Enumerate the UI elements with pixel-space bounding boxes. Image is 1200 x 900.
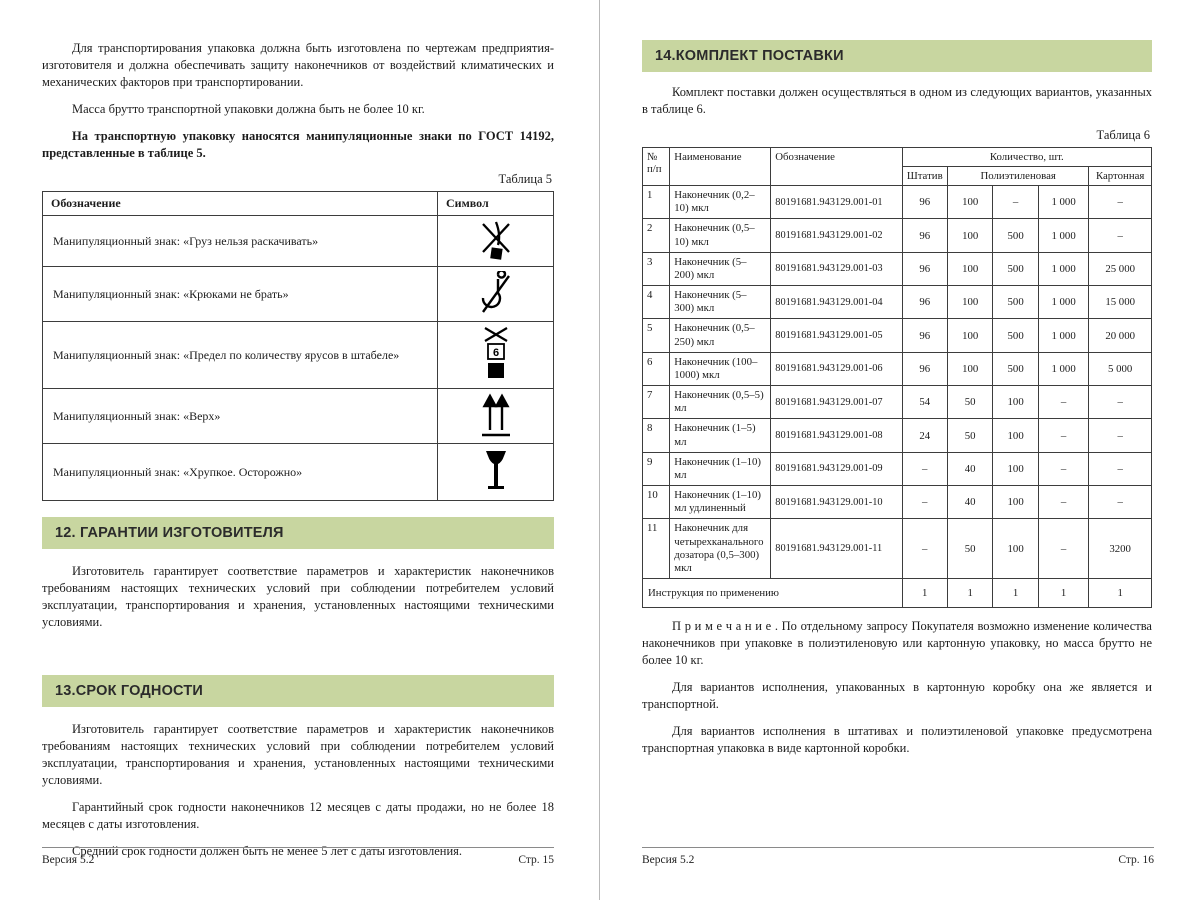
qty-value: – [902,452,947,485]
row-number: 10 [643,486,670,519]
qty-value: 100 [947,219,992,252]
item-code: 80191681.943129.001-01 [771,186,902,219]
item-code: 80191681.943129.001-10 [771,486,902,519]
item-code: 80191681.943129.001-08 [771,419,902,452]
qty-value: 96 [902,186,947,219]
paragraph-gross-mass: Масса брутто транспортной упаковки должна быть не более 10 кг. [72,102,425,116]
stacking-limit-icon [438,322,554,389]
delivery-item-row [643,419,1152,452]
delivery-item-row [643,486,1152,519]
qty-value: 1 000 [1038,186,1088,219]
qty-value: 50 [947,386,992,419]
item-code: 80191681.943129.001-04 [771,286,902,319]
item-code: 80191681.943129.001-11 [771,519,902,579]
qty-value: 1 000 [1038,219,1088,252]
delivery-item-row [643,186,1152,219]
qty-value: – [1038,519,1088,579]
delivery-item-row [643,219,1152,252]
qty-value: 96 [902,352,947,385]
column-header-carton: Картонная [1089,167,1152,186]
column-header-symbol: Символ [438,192,554,216]
item-name: Наконечник (0,5–250) мкл [670,319,771,352]
qty-value: – [1038,386,1088,419]
delivery-item-row [643,386,1152,419]
paragraph-warranty: Изготовитель гарантирует соответствие параметров и характеристик наконечников требованиям настоящих технических условий при соблюдении потребителем условий эксплуатации, транспортирования и хранения, установленных настоящими техническими условиями. [42,564,554,629]
manipulation-sign-row [43,267,554,322]
this-way-up-icon [438,389,554,444]
manipulation-signs-table [42,191,554,501]
item-name: Наконечник (1–10) мл удлиненный [670,486,771,519]
column-header-designation: Обозначение [771,148,902,186]
fragile-icon [438,444,554,501]
paragraph-shelf-life-3: Средний срок годности должен быть не менее 5 лет с даты изготовления. [72,844,463,858]
qty-value: 500 [993,219,1038,252]
delivery-set-table [642,147,1152,608]
svg-text:6: 6 [492,347,499,359]
delivery-item-row [643,252,1152,285]
item-name: Наконечник (0,2–10) мкл [670,186,771,219]
row-number: 8 [643,419,670,452]
qty-value: 1 000 [1038,319,1088,352]
qty-value: – [1089,486,1152,519]
qty-value: – [1089,219,1152,252]
qty-value: 100 [993,519,1038,579]
qty-value: 25 000 [1089,252,1152,285]
paragraph-carton-transport: Для вариантов исполнения, упакованных в картонную коробку она же является и транспортной. [642,680,1152,712]
qty-value: 100 [947,352,992,385]
qty-value: – [1038,419,1088,452]
qty-value: 100 [993,386,1038,419]
sign-label: Манипуляционный знак: «Хрупкое. Осторожно» [43,444,438,501]
manipulation-table-body [43,216,554,501]
qty-value: 100 [947,286,992,319]
qty-value: 5 000 [1089,352,1152,385]
item-name: Наконечник (5–200) мкл [670,252,771,285]
qty-value: 40 [947,452,992,485]
instruction-label: Инструкция по применению [643,579,903,608]
row-number: 11 [643,519,670,579]
table-header-row-1 [643,148,1152,167]
qty-value: 500 [993,319,1038,352]
column-header-designation: Обозначение [43,192,438,216]
column-header-name: Наименование [670,148,771,186]
qty-value: 500 [993,352,1038,385]
item-name: Наконечник (0,5–5) мл [670,386,771,419]
qty-value: – [1089,386,1152,419]
footer-page-number: Стр. 16 [1118,854,1154,866]
page-right [600,0,1200,900]
qty-value: 500 [993,252,1038,285]
qty-value: – [902,519,947,579]
manipulation-sign-row [43,322,554,389]
item-code: 80191681.943129.001-09 [771,452,902,485]
item-name: Наконечник (1–5) мл [670,419,771,452]
qty-value: 15 000 [1089,286,1152,319]
qty-value: 20 000 [1089,319,1152,352]
sign-label: Манипуляционный знак: «Предел по количеству ярусов в штабеле» [43,322,438,389]
delivery-item-row [643,452,1152,485]
qty-value: – [993,186,1038,219]
qty-value: 1 [902,579,947,608]
delivery-item-row [643,319,1152,352]
manipulation-sign-row [43,216,554,267]
item-name: Наконечник для четырехканального дозатора (0,5–300) мкл [670,519,771,579]
paragraph-manipulation-signs: На транспортную упаковку наносятся манипуляционные знаки по ГОСТ 14192, представленные в таблице 5. [42,129,554,160]
row-number: 6 [643,352,670,385]
column-header-quantity: Количество, шт. [902,148,1151,167]
note-paragraph: П р и м е ч а н и е . По отдельному запросу Покупателя возможно изменение количества наконечников при упаковке в полиэтиленовую или картонную упаковку, но масса брутто не более 10 кг. [642,619,1152,668]
paragraph-shelf-life-1: Изготовитель гарантирует соответствие параметров и характеристик наконечников требованиям настоящих технических условий при соблюдении потребителем условий эксплуатации, транспортирования и хранения, установленных настоящими техническими условиями. [42,722,554,787]
section-12-header: 12. ГАРАНТИИ ИЗГОТОВИТЕЛЯ [42,517,554,549]
item-code: 80191681.943129.001-03 [771,252,902,285]
delivery-item-row [643,352,1152,385]
footer-version: Версия 5.2 [642,854,695,866]
paragraph-stand-poly-transport: Для вариантов исполнения в штативах и полиэтиленовой упаковке предусмотрена транспортная упаковка в виде картонной коробки. [642,724,1152,756]
row-number: 7 [643,386,670,419]
row-number: 4 [643,286,670,319]
qty-value: 100 [947,252,992,285]
qty-value: 24 [902,419,947,452]
qty-value: – [1038,486,1088,519]
qty-value: 1 [947,579,992,608]
column-header-polyethylene: Полиэтиленовая [947,167,1088,186]
sign-label: Манипуляционный знак: «Груз нельзя раскачивать» [43,216,438,267]
qty-value: 50 [947,519,992,579]
page-footer-left [42,847,554,866]
qty-value: 96 [902,286,947,319]
qty-value: 1 [1089,579,1152,608]
sign-label: Манипуляционный знак: «Верх» [43,389,438,444]
item-name: Наконечник (100–1000) мкл [670,352,771,385]
no-swinging-icon [438,216,554,267]
manipulation-sign-row [43,389,554,444]
qty-value: 1 000 [1038,352,1088,385]
table-header-row [43,192,554,216]
delivery-item-row [643,286,1152,319]
footer-page-number: Стр. 15 [518,854,554,866]
qty-value: – [1089,419,1152,452]
qty-value: 3200 [1089,519,1152,579]
paragraph-delivery-set: Комплект поставки должен осуществляться в одном из следующих вариантов, указанных в таблице 6. [642,85,1152,116]
qty-value: – [1089,452,1152,485]
item-name: Наконечник (5–300) мкл [670,286,771,319]
qty-value: 1 [993,579,1038,608]
qty-value: 96 [902,319,947,352]
row-number: 3 [643,252,670,285]
paragraph-shelf-life-2: Гарантийный срок годности наконечников 12 месяцев с даты продажи, но не более 18 месяцев с даты изготовления. [42,800,554,831]
paragraph-transport-packaging: Для транспортирования упаковка должна быть изготовлена по чертежам предприятия-изготовителя и должна обеспечивать защиту наконечников от воздействий климатических и механических факторов при транспортировании. [42,41,554,89]
qty-value: 100 [993,452,1038,485]
qty-value: 40 [947,486,992,519]
qty-value: 1 000 [1038,286,1088,319]
qty-value: 96 [902,252,947,285]
column-header-number: № п/п [643,148,670,186]
row-number: 1 [643,186,670,219]
qty-value: 100 [947,186,992,219]
item-name: Наконечник (1–10) мл [670,452,771,485]
item-code: 80191681.943129.001-06 [771,352,902,385]
delivery-table-body [643,186,1152,608]
qty-value: 50 [947,419,992,452]
section-13-header: 13.СРОК ГОДНОСТИ [42,675,554,707]
row-number: 5 [643,319,670,352]
page-footer-right [642,847,1154,866]
qty-value: – [902,486,947,519]
qty-value: 96 [902,219,947,252]
item-code: 80191681.943129.001-07 [771,386,902,419]
instruction-row [643,579,1152,608]
table5-caption: Таблица 5 [498,172,552,186]
section-14-header: 14.КОМПЛЕКТ ПОСТАВКИ [642,40,1152,72]
column-header-stand: Штатив [902,167,947,186]
qty-value: 100 [993,486,1038,519]
qty-value: – [1038,452,1088,485]
table6-caption: Таблица 6 [1096,128,1150,142]
qty-value: 100 [993,419,1038,452]
item-name: Наконечник (0,5–10) мкл [670,219,771,252]
delivery-item-row [643,519,1152,579]
manipulation-sign-row [43,444,554,501]
no-hooks-icon [438,267,554,322]
qty-value: 54 [902,386,947,419]
row-number: 2 [643,219,670,252]
item-code: 80191681.943129.001-02 [771,219,902,252]
row-number: 9 [643,452,670,485]
item-code: 80191681.943129.001-05 [771,319,902,352]
footer-version: Версия 5.2 [42,854,95,866]
sign-label: Манипуляционный знак: «Крюками не брать» [43,267,438,322]
qty-value: 1 000 [1038,252,1088,285]
qty-value: – [1089,186,1152,219]
qty-value: 500 [993,286,1038,319]
qty-value: 1 [1038,579,1088,608]
qty-value: 100 [947,319,992,352]
